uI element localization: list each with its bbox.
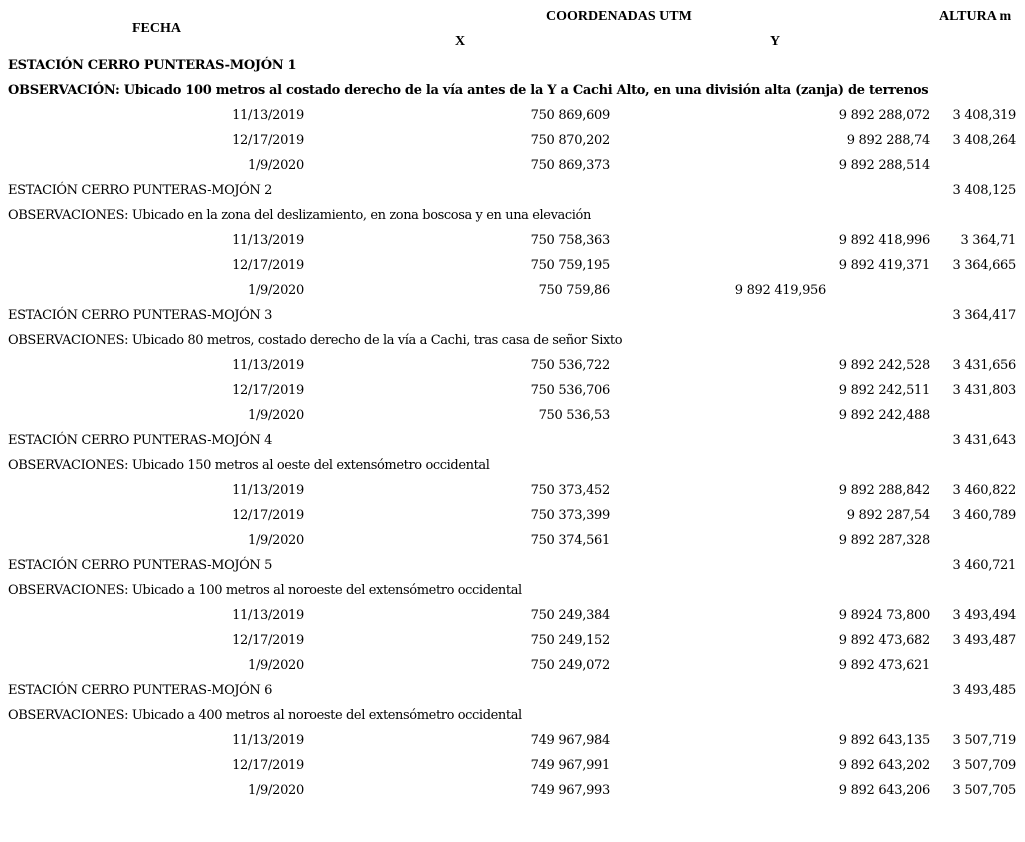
cell-y: 9 892 643,135	[838, 733, 930, 748]
station-observation-row	[0, 454, 1025, 479]
table-row	[0, 279, 1025, 304]
table-row	[0, 379, 1025, 404]
table-row	[0, 479, 1025, 504]
station-observation: OBSERVACIONES: Ubicado a 400 metros al noroeste del extensómetro occidental	[8, 708, 522, 723]
table-row	[0, 404, 1025, 429]
cell-fecha: 12/17/2019	[232, 133, 304, 148]
station-title: ESTACIÓN CERRO PUNTERAS-MOJÓN 6	[8, 683, 272, 698]
cell-fecha: 11/13/2019	[232, 483, 304, 498]
station-title-row	[0, 429, 1025, 454]
cell-x: 749 967,993	[530, 783, 610, 798]
station-observation-row	[0, 329, 1025, 354]
table-row	[0, 504, 1025, 529]
cell-fecha: 12/17/2019	[232, 508, 304, 523]
cell-x: 750 373,399	[530, 508, 610, 523]
cell-y: 9 892 287,54	[846, 508, 930, 523]
cell-fecha: 1/9/2020	[248, 533, 304, 548]
cell-x: 750 536,722	[530, 358, 610, 373]
cell-y: 9 892 242,488	[838, 408, 930, 423]
station-title: ESTACIÓN CERRO PUNTERAS-MOJÓN 3	[8, 308, 272, 323]
cell-y: 9 892 287,328	[838, 533, 930, 548]
station-altura: 3 431,643	[952, 433, 1016, 448]
table-row	[0, 229, 1025, 254]
cell-y: 9 892 288,842	[838, 483, 930, 498]
cell-x: 750 536,53	[538, 408, 610, 423]
station-observation: OBSERVACIONES: Ubicado a 100 metros al noroeste del extensómetro occidental	[8, 583, 522, 598]
cell-altura: 3 364,71	[960, 233, 1016, 248]
cell-x: 750 249,072	[530, 658, 610, 673]
cell-fecha: 1/9/2020	[248, 283, 304, 298]
station-altura: 3 460,721	[952, 558, 1016, 573]
station-observation-row	[0, 704, 1025, 729]
header-coordenadas-utm: COORDENADAS UTM	[546, 9, 692, 24]
cell-y: 9 892 643,202	[838, 758, 930, 773]
station-altura: 3 493,485	[952, 683, 1016, 698]
cell-altura: 3 364,665	[952, 258, 1016, 273]
table-row	[0, 104, 1025, 129]
cell-y: 9 892 242,511	[838, 383, 930, 398]
cell-altura: 3 493,487	[952, 633, 1016, 648]
cell-x: 750 249,152	[530, 633, 610, 648]
cell-fecha: 11/13/2019	[232, 108, 304, 123]
cell-altura: 3 431,803	[952, 383, 1016, 398]
cell-fecha: 1/9/2020	[248, 408, 304, 423]
cell-x: 750 536,706	[530, 383, 610, 398]
cell-y: 9 892 419,371	[838, 258, 930, 273]
cell-altura: 3 408,264	[952, 133, 1016, 148]
station-title: ESTACIÓN CERRO PUNTERAS-MOJÓN 1	[8, 58, 297, 73]
cell-x: 750 759,195	[530, 258, 610, 273]
cell-y: 9 8924 73,800	[838, 608, 930, 623]
cell-y: 9 892 288,514	[838, 158, 930, 173]
cell-y: 9 892 473,621	[838, 658, 930, 673]
station-observation: OBSERVACIÓN: Ubicado 100 metros al costado derecho de la vía antes de la Y a Cachi Alto, en una división alta (zanja) de terrenos	[8, 83, 929, 98]
cell-x: 750 869,373	[530, 158, 610, 173]
station-title-row	[0, 679, 1025, 704]
header-x: X	[455, 34, 466, 49]
cell-altura: 3 460,822	[952, 483, 1016, 498]
cell-x: 750 759,86	[538, 283, 610, 298]
cell-y: 9 892 288,072	[838, 108, 930, 123]
cell-y: 9 892 643,206	[838, 783, 930, 798]
station-observation-row	[0, 579, 1025, 604]
header-altura: ALTURA m	[939, 9, 1012, 24]
table-row	[0, 254, 1025, 279]
station-altura: 3 364,417	[952, 308, 1016, 323]
cell-x: 750 869,609	[530, 108, 610, 123]
cell-x: 750 758,363	[530, 233, 610, 248]
cell-altura: 3 460,789	[952, 508, 1016, 523]
table-row	[0, 129, 1025, 154]
cell-fecha: 12/17/2019	[232, 758, 304, 773]
cell-x: 750 249,384	[530, 608, 610, 623]
cell-y: 9 892 418,996	[838, 233, 930, 248]
cell-fecha: 11/13/2019	[232, 358, 304, 373]
station-altura: 3 408,125	[952, 183, 1016, 198]
header-y: Y	[770, 34, 781, 49]
table-row	[0, 779, 1025, 804]
cell-y: 9 892 473,682	[838, 633, 930, 648]
cell-fecha: 1/9/2020	[248, 658, 304, 673]
table-row	[0, 629, 1025, 654]
station-title-row	[0, 304, 1025, 329]
station-observation-row	[0, 79, 1025, 104]
cell-altura: 3 431,656	[952, 358, 1016, 373]
cell-y: 9 892 288,74	[846, 133, 930, 148]
station-observation-row	[0, 204, 1025, 229]
cell-x: 749 967,991	[530, 758, 610, 773]
cell-altura: 3 493,494	[952, 608, 1016, 623]
cell-fecha: 11/13/2019	[232, 233, 304, 248]
cell-altura: 3 408,319	[952, 108, 1016, 123]
header-fecha: FECHA	[132, 21, 181, 36]
cell-fecha: 12/17/2019	[232, 383, 304, 398]
station-observation: OBSERVACIONES: Ubicado 80 metros, costado derecho de la vía a Cachi, tras casa de señor Sixto	[8, 333, 623, 348]
cell-fecha: 12/17/2019	[232, 633, 304, 648]
table-row	[0, 154, 1025, 179]
station-title-row	[0, 554, 1025, 579]
cell-fecha: 11/13/2019	[232, 608, 304, 623]
cell-fecha: 12/17/2019	[232, 258, 304, 273]
cell-x: 749 967,984	[530, 733, 610, 748]
cell-fecha: 11/13/2019	[232, 733, 304, 748]
table-row	[0, 604, 1025, 629]
station-title: ESTACIÓN CERRO PUNTERAS-MOJÓN 4	[8, 433, 272, 448]
station-observation: OBSERVACIONES: Ubicado en la zona del deslizamiento, en zona boscosa y en una elevación	[8, 208, 591, 223]
cell-altura: 3 507,719	[952, 733, 1016, 748]
station-title: ESTACIÓN CERRO PUNTERAS-MOJÓN 5	[8, 558, 272, 573]
station-title-row	[0, 179, 1025, 204]
table-row	[0, 729, 1025, 754]
cell-fecha: 1/9/2020	[248, 783, 304, 798]
table-row	[0, 654, 1025, 679]
station-title-row	[0, 54, 1025, 79]
table-row	[0, 529, 1025, 554]
cell-altura: 3 507,705	[952, 783, 1016, 798]
table-row	[0, 754, 1025, 779]
cell-fecha: 1/9/2020	[248, 158, 304, 173]
cell-x: 750 374,561	[530, 533, 610, 548]
cell-y: 9 892 242,528	[838, 358, 930, 373]
station-observation: OBSERVACIONES: Ubicado 150 metros al oeste del extensómetro occidental	[8, 458, 490, 473]
cell-x: 750 373,452	[530, 483, 610, 498]
cell-x: 750 870,202	[530, 133, 610, 148]
station-title: ESTACIÓN CERRO PUNTERAS-MOJÓN 2	[8, 183, 272, 198]
table-row	[0, 354, 1025, 379]
cell-y: 9 892 419,956	[734, 283, 826, 298]
cell-altura: 3 507,709	[952, 758, 1016, 773]
